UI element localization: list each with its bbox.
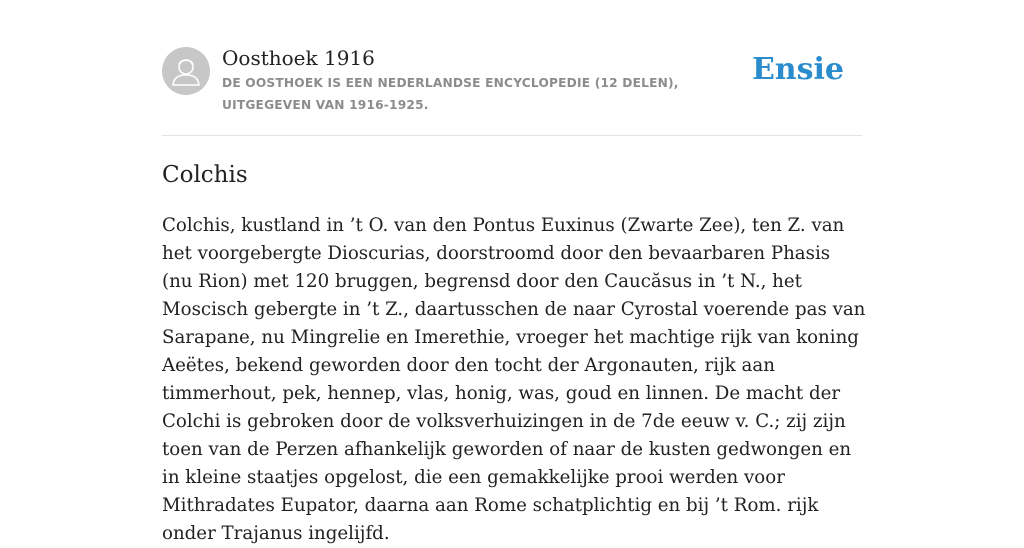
- source-header: [162, 44, 862, 136]
- article-body: Colchis, kustland in ’t O. van den Pontus Euxinus (Zwarte Zee), ten Z. van het voorgebergte Dioscurias, doorstroomd door den bevaarbaren Phasis (nu Rion) met 120 bruggen, begrensd door den Caucăsus in ’t N., het Moscisch gebergte in ’t Z., daartusschen de naar Cyrostal voerende pas van Sarapane, nu Mingrelie en Imerethie, vroeger het machtige rijk van koning Aeëtes, bekend geworden door den tocht der Argonauten, rijk aan timmerhout, pek, hennep, vlas, honig, was, goud en linnen. De macht der Colchi is gebroken door de volksverhuizingen in de 7de eeuw v. C.; zij zijn toen van de Perzen afhankelijk geworden of naar de kusten gedwongen en in kleine staatjes opgelost, die een gemakkelijke prooi werden voor Mithradates Eupator, daarna aan Rome schatplichtig en bij ’t Rom. rijk onder Trajanus ingelijfd.: [162, 215, 866, 544]
- ensie-logo[interactable]: Ensie: [751, 52, 844, 87]
- avatar[interactable]: [162, 47, 210, 95]
- divider: [162, 135, 862, 136]
- source-description: DE OOSTHOEK IS EEN NEDERLANDSE ENCYCLOPEDIE (12 DELEN), UITGEGEVEN VAN 1916-1925.: [222, 76, 679, 112]
- article-title: Colchis: [162, 162, 248, 188]
- source-title[interactable]: Oosthoek 1916: [222, 46, 375, 70]
- user-icon: [162, 47, 210, 95]
